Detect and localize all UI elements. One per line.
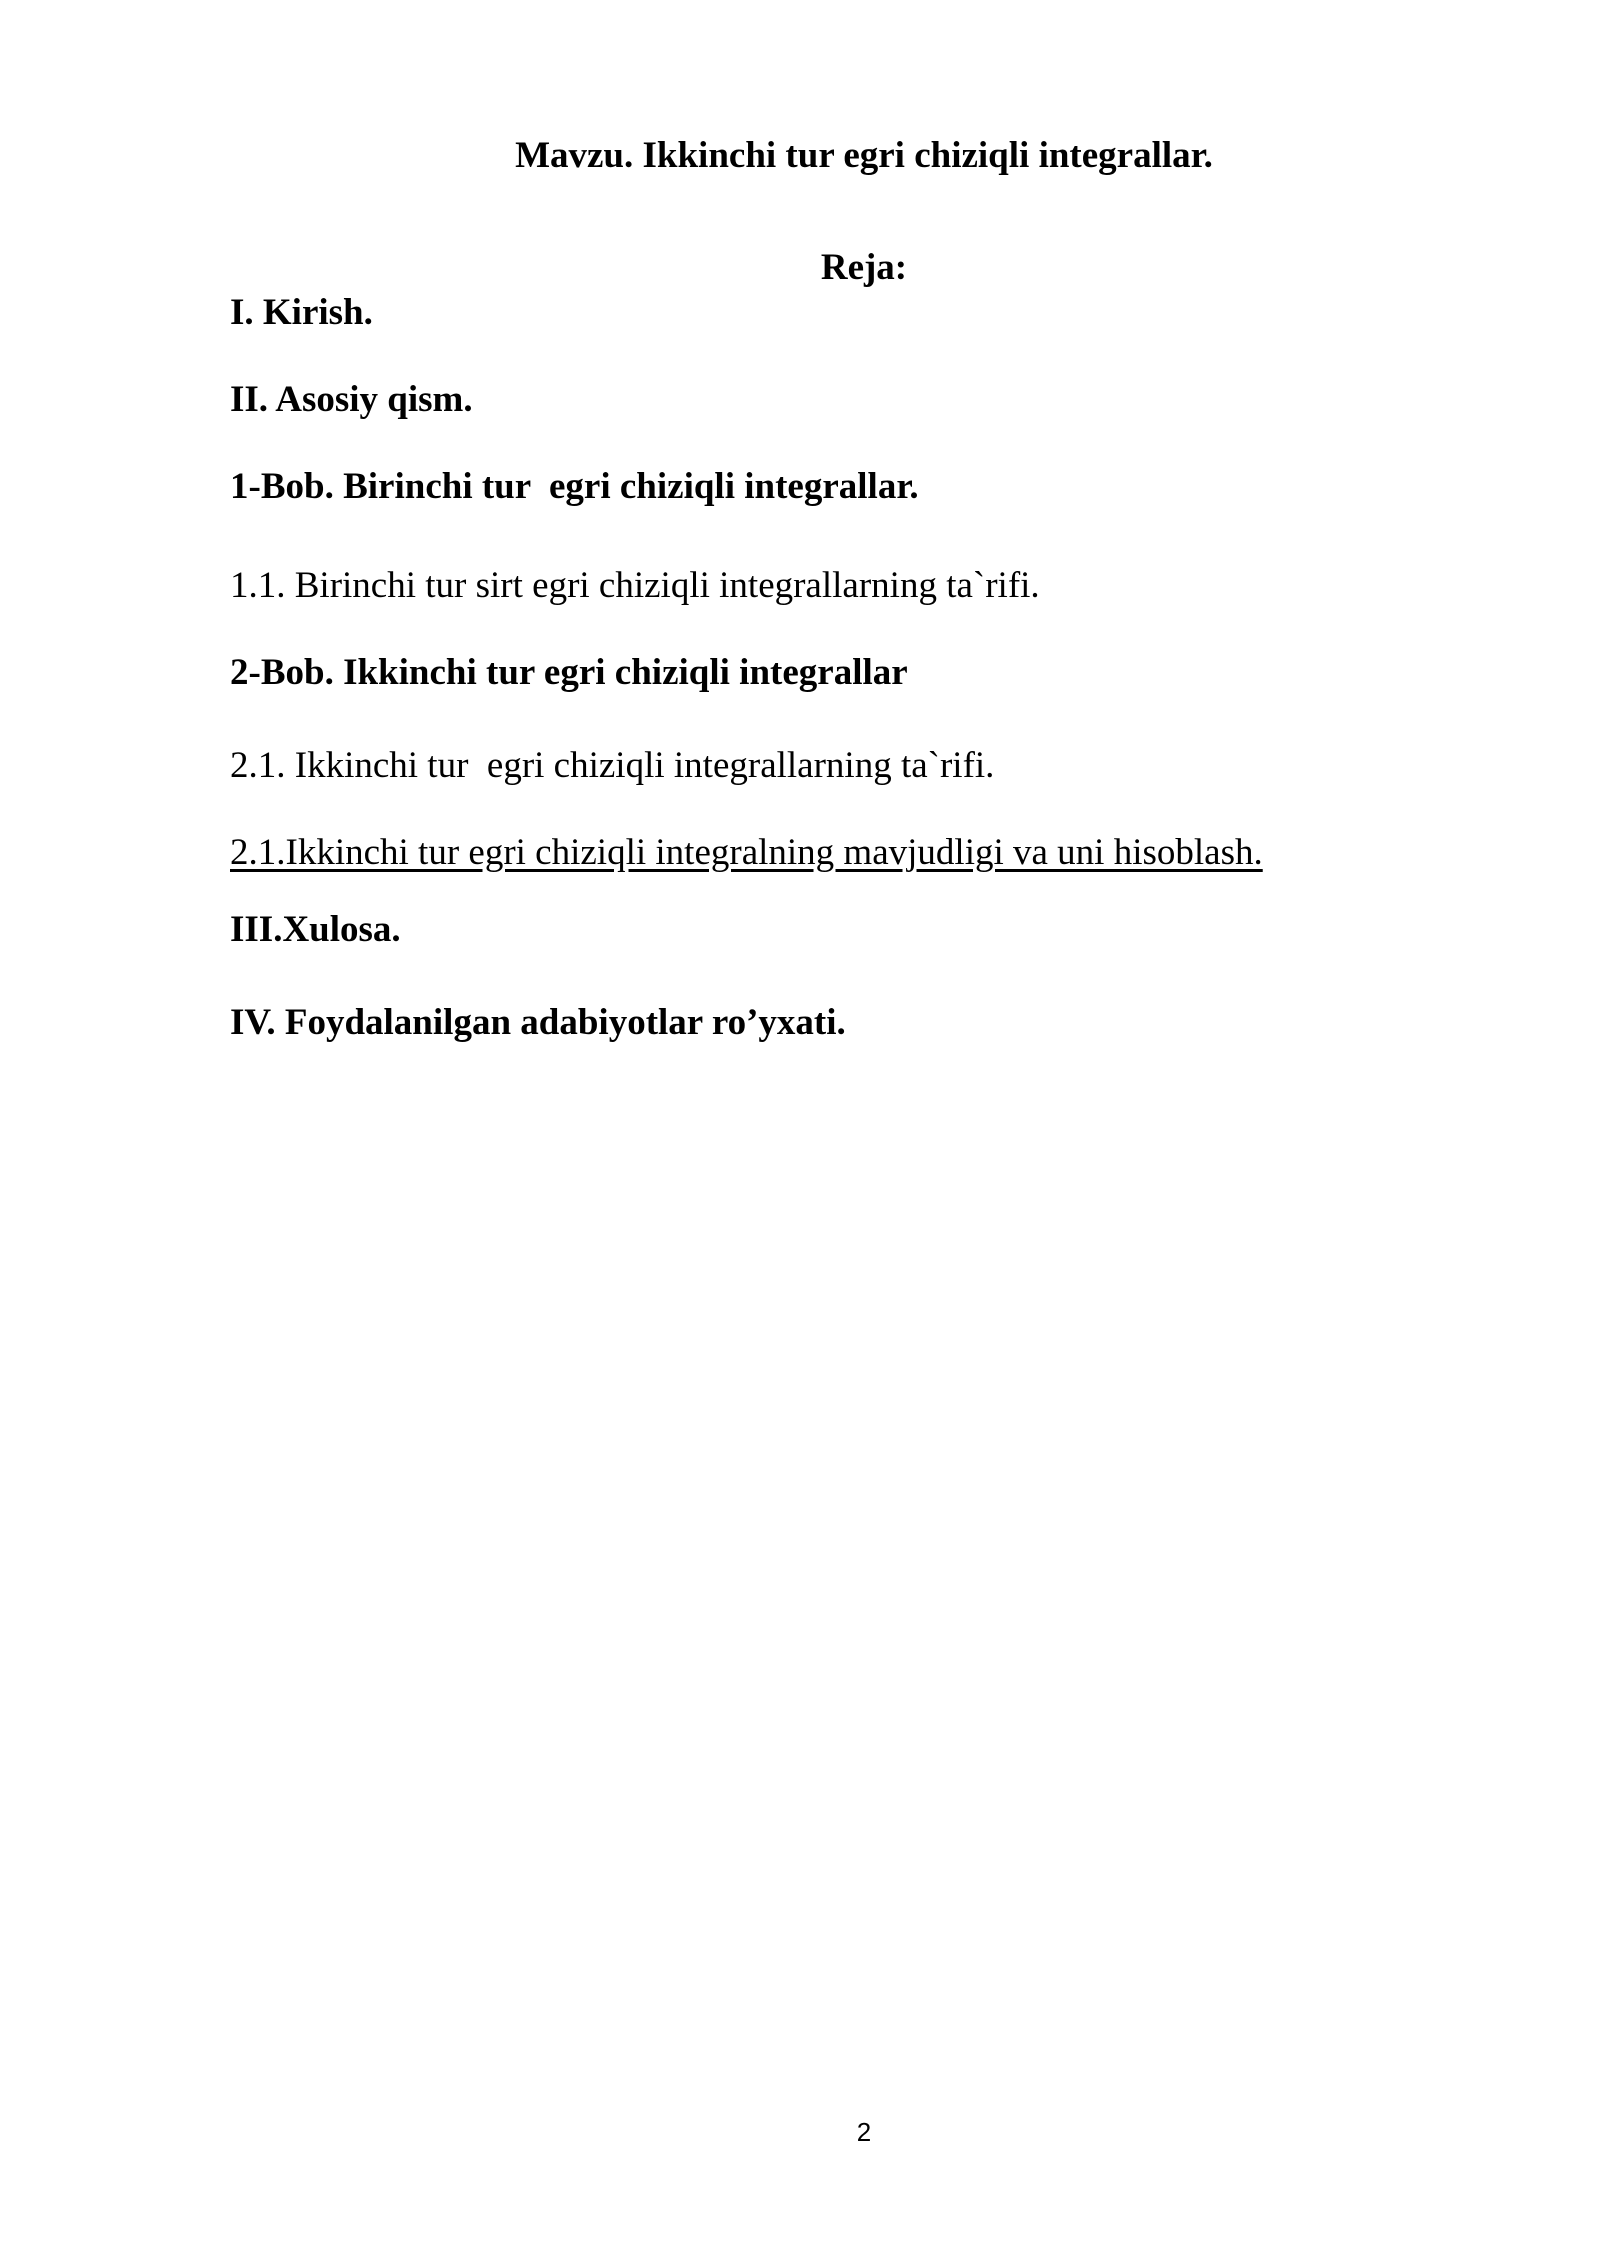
plan-item-references: IV. Foydalanilgan adabiyotlar ro’yxati. [230, 1002, 846, 1043]
plan-item-chapter-2: 2-Bob. Ikkinchi tur egri chiziqli integrallar [230, 652, 908, 693]
plan-item-conclusion: III.Xulosa. [230, 909, 401, 950]
document-title: Mavzu. Ikkinchi tur egri chiziqli integrallar. [515, 135, 1213, 176]
plan-item-section-1-1: 1.1. Birinchi tur sirt egri chiziqli integrallarning ta`rifi. [230, 565, 1040, 606]
plan-heading: Reja: [820, 247, 908, 288]
page-number: 2 [856, 2117, 872, 2147]
plan-item-main-part: II. Asosiy qism. [230, 379, 473, 420]
plan-item-chapter-1: 1-Bob. Birinchi tur egri chiziqli integrallar. [230, 466, 919, 507]
plan-item-section-2-1-existence: 2.1.Ikkinchi tur egri chiziqli integralning mavjudligi va uni hisoblash. [230, 832, 1263, 873]
plan-item-introduction: I. Kirish. [230, 292, 373, 333]
plan-item-section-2-1: 2.1. Ikkinchi tur egri chiziqli integrallarning ta`rifi. [230, 745, 995, 786]
